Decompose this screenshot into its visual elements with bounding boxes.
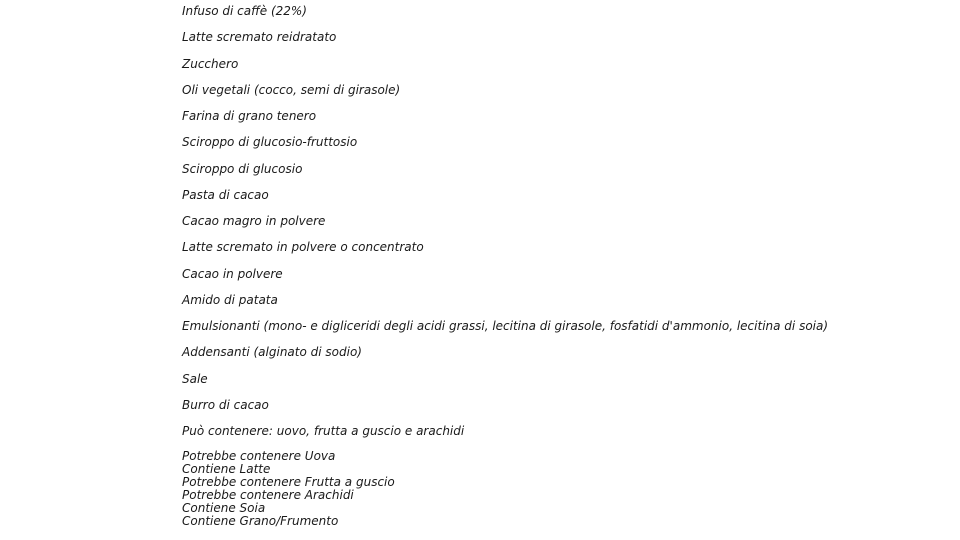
ingredient-item: Cacao in polvere	[182, 266, 283, 281]
ingredient-item: Latte scremato reidratato	[182, 30, 337, 45]
ingredient-item: Addensanti (alginato di sodio)	[182, 345, 362, 360]
ingredient-item: Farina di grano tenero	[182, 109, 317, 123]
ingredient-item: Oli vegetali (cocco, semi di girasole)	[182, 82, 401, 97]
ingredient-item: Latte scremato in polvere o concentrato	[182, 240, 424, 255]
ingredient-item: Sale	[182, 371, 208, 386]
ingredient-item: Emulsionanti (mono- e digliceridi degli acidi grassi, lecitina di girasole, fosfatidi d'ammonio, lecitina di soia)	[182, 319, 829, 333]
ingredient-item: Infuso di caffè (22%)	[182, 4, 307, 18]
ingredient-item: Zucchero	[182, 56, 239, 71]
allergen-item: Potrebbe contenere Frutta a guscio	[182, 475, 395, 490]
ingredient-item: Sciroppo di glucosio-fruttosio	[182, 135, 358, 150]
ingredient-item: Sciroppo di glucosio	[182, 161, 303, 176]
ingredient-item: Cacao magro in polvere	[182, 214, 326, 228]
allergen-item: Potrebbe contenere Arachidi	[182, 488, 354, 503]
allergen-list	[182, 450, 942, 528]
ingredient-item: Burro di cacao	[182, 397, 269, 412]
allergen-item: Contiene Latte	[182, 462, 271, 477]
may-contain-note: Può contenere: uovo, frutta a guscio e arachidi	[182, 424, 465, 438]
allergen-item: Contiene Grano/Frumento	[182, 514, 339, 529]
allergen-item: Potrebbe contenere Uova	[182, 449, 336, 464]
ingredient-item: Pasta di cacao	[182, 187, 269, 202]
allergen-item: Contiene Soia	[182, 501, 266, 516]
ingredients-document	[182, 4, 942, 528]
ingredient-item: Amido di patata	[182, 292, 278, 307]
